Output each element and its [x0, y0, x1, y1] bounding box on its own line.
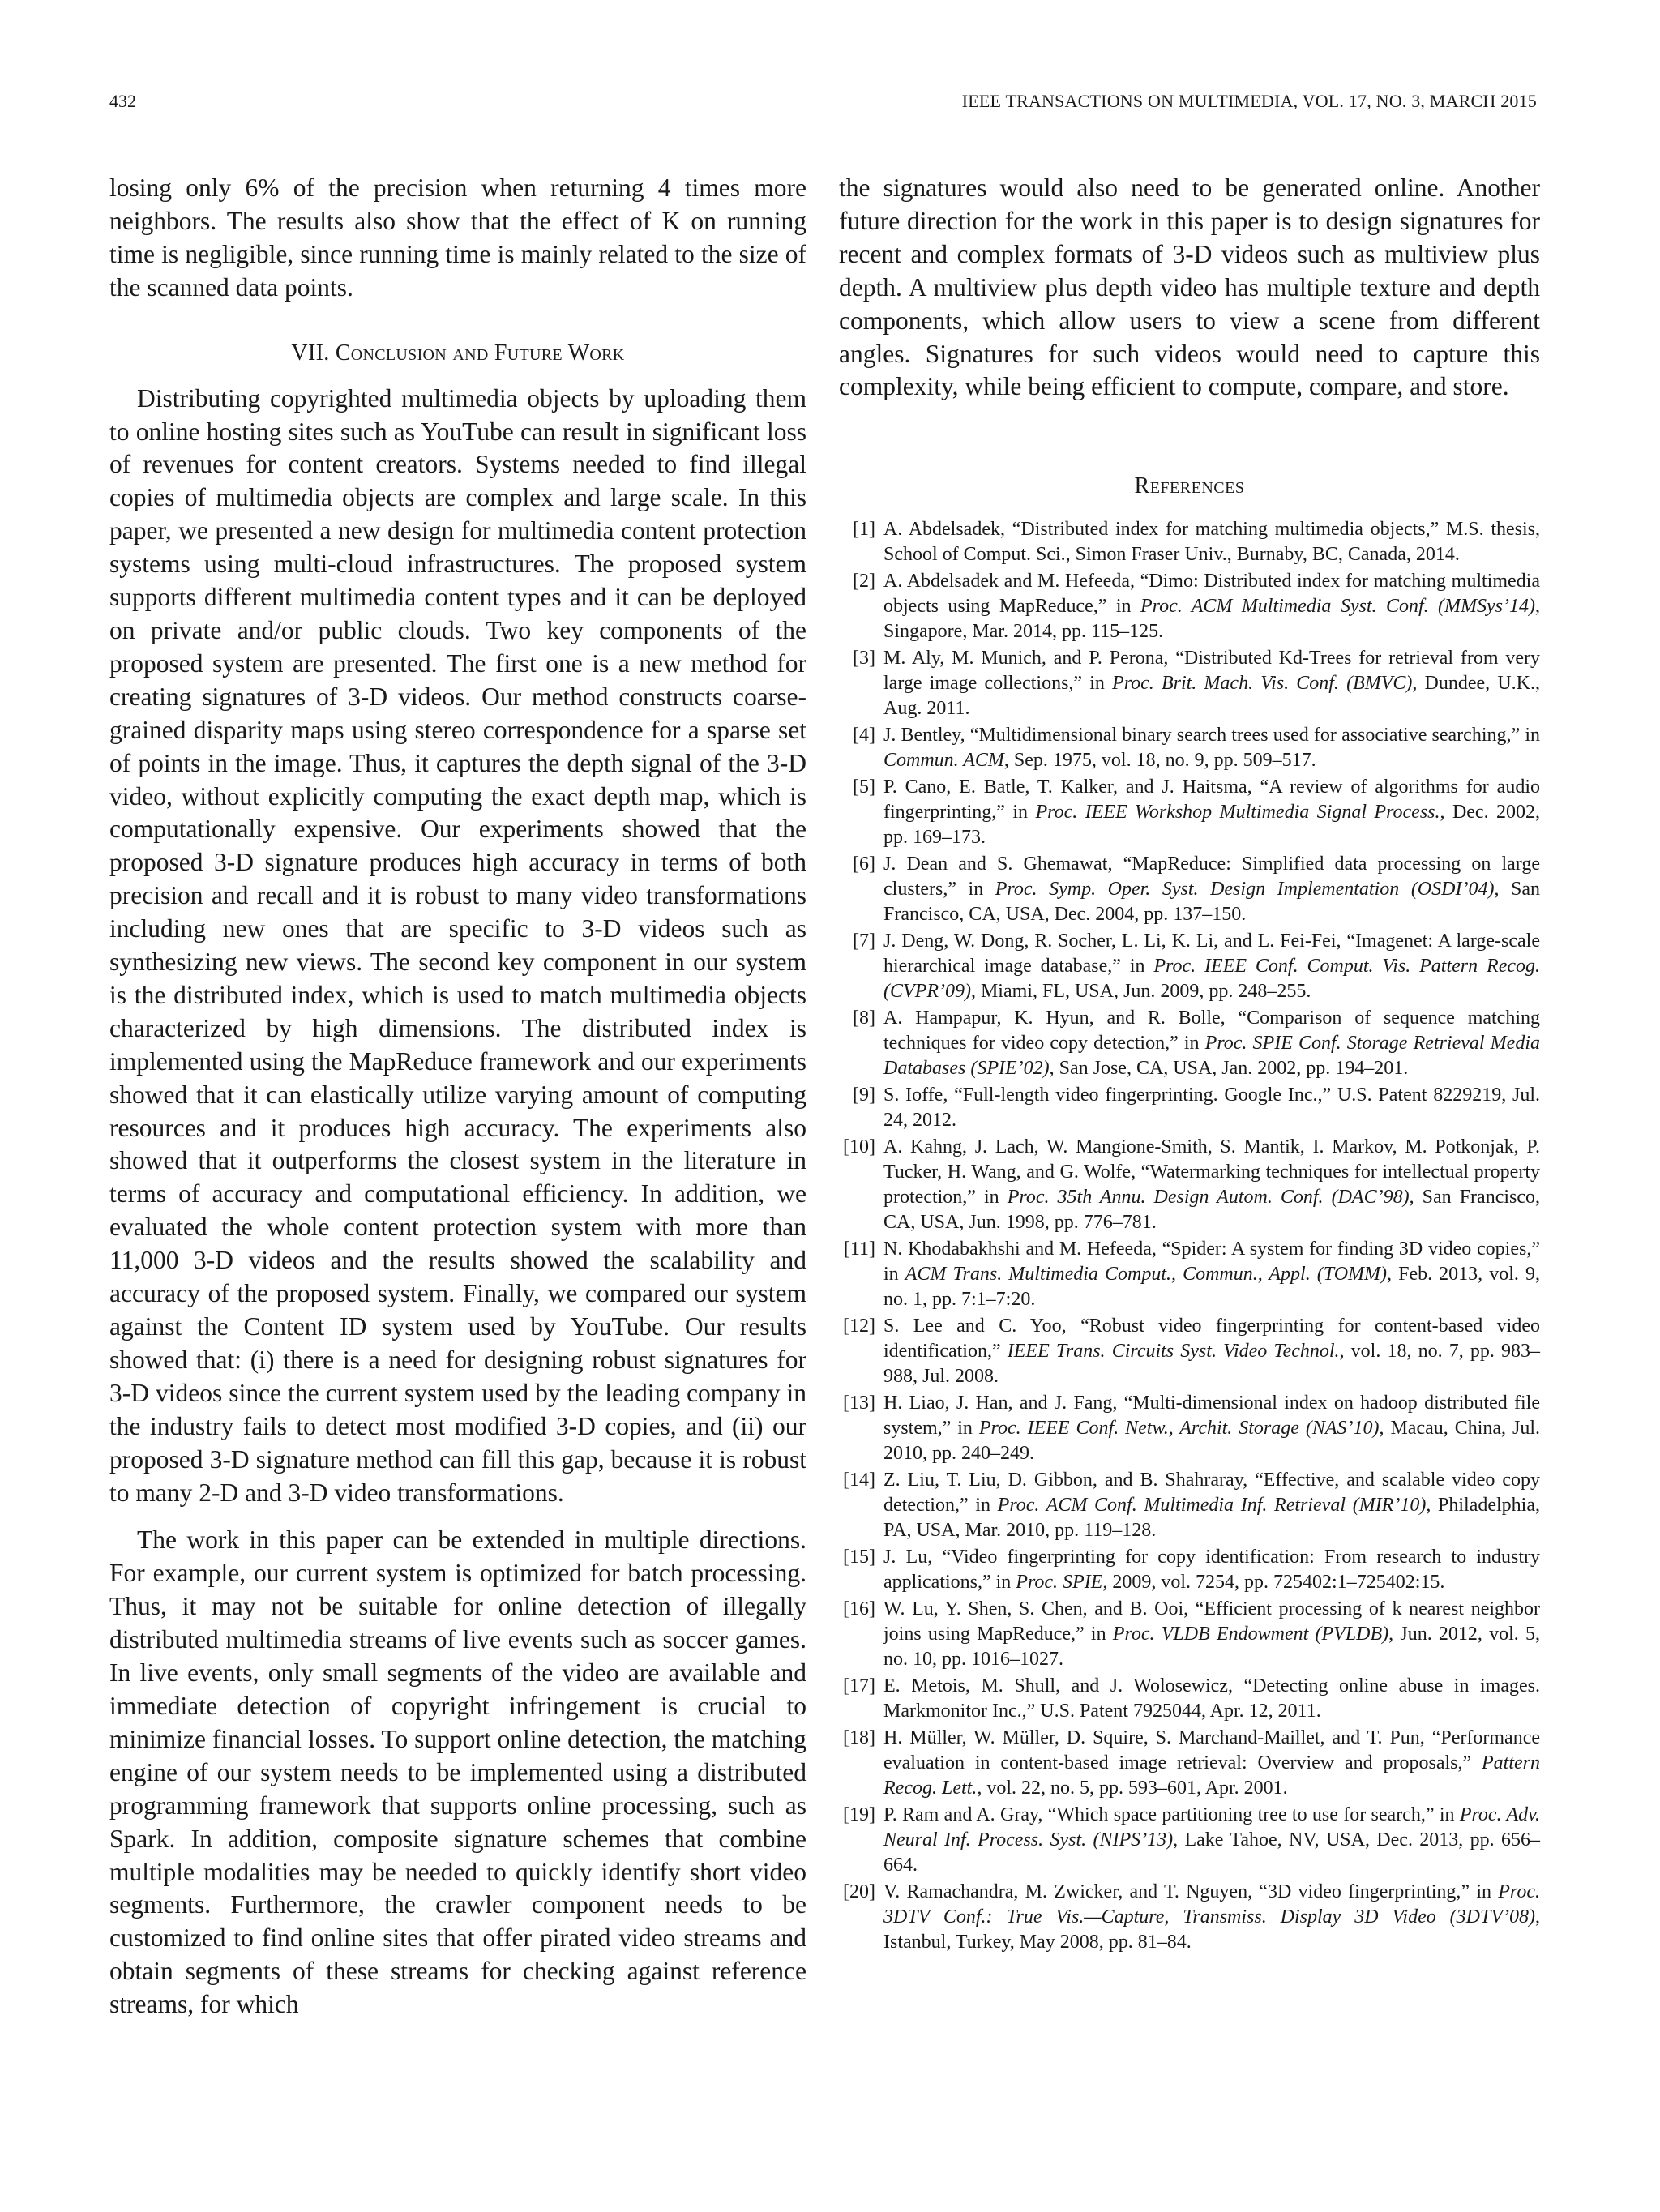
- reference-venue: Proc. VLDB Endowment (PVLDB): [1112, 1624, 1389, 1645]
- reference-item: [839, 1083, 1540, 1133]
- reference-details: , San Francisco, CA, USA, Jun. 1998, pp. 776–781.: [883, 1187, 1541, 1234]
- reference-number: [11]: [843, 1239, 875, 1260]
- reference-details: , Istanbul, Turkey, May 2008, pp. 81–84.: [883, 1906, 1540, 1953]
- reference-text: S. Lee and C. Yoo, “Robust video fingerprinting for content-based video identification,”: [883, 1316, 1540, 1363]
- reference-details: , Dundee, U.K., Aug. 2011.: [883, 673, 1540, 720]
- reference-venue: Commun. ACM: [883, 750, 1004, 772]
- reference-item: [839, 1468, 1540, 1543]
- reference-number: [16]: [843, 1598, 875, 1620]
- reference-venue: Proc. Adv. Neural Inf. Process. Syst. (NIPS’13): [883, 1804, 1540, 1851]
- section-heading: [109, 340, 806, 366]
- reference-venue: Proc. ACM Multimedia Syst. Conf. (MMSys’14): [1140, 596, 1535, 618]
- left-column: [109, 172, 806, 2022]
- page-number: 432: [109, 91, 136, 111]
- reference-number: [7]: [853, 931, 875, 952]
- reference-text: A. Abdelsadek, “Distributed index for matching multimedia objects,” M.S. thesis, School of Comput. Sci., Simon Fraser Univ., Burnaby, BC, Canada, 2014.: [883, 519, 1540, 566]
- reference-venue: Proc. SPIE: [1016, 1572, 1103, 1594]
- reference-number: [5]: [853, 777, 875, 798]
- reference-number: [9]: [853, 1085, 875, 1106]
- running-header: IEEE TRANSACTIONS ON MULTIMEDIA, VOL. 17, NO. 3, MARCH 2015: [961, 91, 1537, 111]
- reference-number: [8]: [853, 1008, 875, 1029]
- reference-text: E. Metois, M. Shull, and J. Wolosewicz, “Detecting online abuse in images. Markmonitor Inc.,” U.S. Patent 7925044, Apr. 12, 2011.: [883, 1675, 1540, 1722]
- reference-details: , vol. 22, no. 5, pp. 593–601, Apr. 2001.: [977, 1778, 1288, 1799]
- references-heading: References: [1134, 473, 1245, 499]
- reference-text: P. Cano, E. Batle, T. Kalker, and J. Haitsma, “A review of algorithms for audio fingerprinting,” in: [883, 777, 1540, 824]
- reference-venue: Proc. Brit. Mach. Vis. Conf. (BMVC): [1112, 673, 1413, 695]
- reference-text: J. Dean and S. Ghemawat, “MapReduce: Simplified data processing on large clusters,” in: [883, 854, 1540, 901]
- reference-item: [839, 1237, 1540, 1312]
- continuation-paragraph: the signatures would also need to be generated online. Another future direction for the work in this paper is to design signatures for recent and complex formats of 3-D videos such as multiview plus depth. A multiview plus depth video has multiple texture and depth components, which allow users to view a scene from different angles. Signatures for such videos would need to capture this complexity, while being efficient to compute, compare, and store.: [839, 173, 1540, 401]
- reference-details: , vol. 18, no. 7, pp. 983–988, Jul. 2008.: [883, 1341, 1541, 1388]
- reference-text: V. Ramachandra, M. Zwicker, and T. Nguyen, “3D video fingerprinting,” in: [883, 1881, 1499, 1903]
- reference-item: [839, 1803, 1540, 1878]
- conclusion-paragraph-1: Distributing copyrighted multimedia objects by uploading them to online hosting sites such as YouTube can result in significant loss of revenues for content creators. Systems needed to find illegal copies of multimedia objects are complex and large scale. In this paper, we presented a new design for multimedia content protection systems using multi-cloud infrastructures. The proposed system supports different multimedia content types and it can be deployed on private and/or public clouds. Two key components of the proposed system are presented. The first one is a new method for creating signatures of 3-D videos. Our method constructs coarse-grained disparity maps using stereo correspondence for a sparse set of points in the image. Thus, it captures the depth signal of the 3-D video, without explicitly computing the exact depth map, which is computationally expensive. Our experiments showed that the proposed 3-D signature produces high accuracy in terms of both precision and recall and it is robust to many video transformations including new ones that are specific to 3-D videos such as synthesizing new views. The second key component in our system is the distributed index, which is used to match multimedia objects characterized by high dimensions. The distributed index is implemented using the MapReduce framework and our experiments showed that it can elastically utilize varying amount of computing resources and it produces high accuracy. The experiments also showed that it outperforms the closest system in the literature in terms of accuracy and computational efficiency. In addition, we evaluated the whole content protection system with more than 11,000 3-D videos and the results showed the scalability and accuracy of the proposed system. Finally, we compared our system against the Content ID system used by YouTube. Our results showed that: (i) there is a need for designing robust signatures for 3-D videos since the current system used by the leading company in the industry fails to detect most modified 3-D copies, and (ii) our proposed 3-D signature method can fill this gap, because it is robust to many 2-D and 3-D video transformations.: [109, 383, 806, 1507]
- reference-number: [10]: [843, 1136, 875, 1158]
- reference-text: J. Lu, “Video fingerprinting for copy identification: From research to industry applications,” in: [883, 1547, 1540, 1594]
- intro-paragraph: losing only 6% of the precision when returning 4 times more neighbors. The results also show that the effect of K on running time is negligible, since running time is mainly related to the size of the scanned data points.: [109, 173, 806, 302]
- reference-text: N. Khodabakhshi and M. Hefeeda, “Spider: A system for finding 3D video copies,” in: [883, 1239, 1540, 1286]
- reference-details: , San Jose, CA, USA, Jan. 2002, pp. 194–201.: [1049, 1058, 1409, 1080]
- reference-details: , Dec. 2002, pp. 169–173.: [883, 802, 1540, 849]
- reference-venue: Proc. 35th Annu. Design Autom. Conf. (DAC’98): [1007, 1187, 1410, 1209]
- reference-number: [18]: [843, 1727, 875, 1749]
- reference-venue: Proc. ACM Conf. Multimedia Inf. Retrieval (MIR’10): [997, 1495, 1427, 1517]
- reference-number: [14]: [843, 1470, 875, 1491]
- reference-item: [839, 1674, 1540, 1724]
- reference-item: [839, 1597, 1540, 1672]
- reference-text: J. Bentley, “Multidimensional binary search trees used for associative searching,” in: [883, 725, 1540, 747]
- reference-text: A. Abdelsadek and M. Hefeeda, “Dimo: Distributed index for matching multimedia objects using MapReduce,” in: [883, 571, 1540, 618]
- reference-text: Z. Liu, T. Liu, D. Gibbon, and B. Shahraray, “Effective, and scalable video copy detection,” in: [883, 1470, 1540, 1517]
- reference-text: S. Ioffe, “Full-length video fingerprinting. Google Inc.,” U.S. Patent 8229219, Jul. 24, 2012.: [883, 1085, 1540, 1132]
- reference-details: , Singapore, Mar. 2014, pp. 115–125.: [883, 596, 1540, 643]
- reference-item: [839, 569, 1540, 644]
- reference-text: H. Liao, J. Han, and J. Fang, “Multi-dimensional index on hadoop distributed file system,” in: [883, 1393, 1540, 1440]
- reference-venue: Proc. Symp. Oper. Syst. Design Implementation (OSDI’04): [995, 879, 1495, 901]
- reference-details: , Sep. 1975, vol. 18, no. 9, pp. 509–517.: [1003, 750, 1316, 772]
- reference-details: , Jun. 2012, vol. 5, no. 10, pp. 1016–1027.: [883, 1624, 1540, 1671]
- reference-details: , San Francisco, CA, USA, Dec. 2004, pp. 137–150.: [883, 879, 1541, 926]
- reference-number: [3]: [853, 648, 875, 670]
- reference-venue: Proc. IEEE Workshop Multimedia Signal Process.: [1035, 802, 1440, 824]
- reference-details: , Miami, FL, USA, Jun. 2009, pp. 248–255.: [970, 981, 1311, 1003]
- reference-item: [839, 775, 1540, 850]
- section-number: VII.: [291, 340, 330, 366]
- reference-item: [839, 1006, 1540, 1081]
- reference-item: [839, 1545, 1540, 1595]
- reference-text: W. Lu, Y. Shen, S. Chen, and B. Ooi, “Efficient processing of k nearest neighbor joins using MapReduce,” in: [883, 1598, 1540, 1645]
- reference-venue: Proc. SPIE Conf. Storage Retrieval Media Databases (SPIE’02): [883, 1033, 1540, 1080]
- reference-number: [13]: [843, 1393, 875, 1414]
- reference-number: [19]: [843, 1804, 875, 1826]
- reference-details: , Philadelphia, PA, USA, Mar. 2010, pp. 119–128.: [883, 1495, 1540, 1542]
- reference-item: [839, 929, 1540, 1004]
- reference-item: [839, 1314, 1540, 1389]
- reference-number: [12]: [843, 1316, 875, 1337]
- conclusion-paragraph-2: The work in this paper can be extended in multiple directions. For example, our current system is optimized for batch processing. Thus, it may not be suitable for online detection of illegally distributed multimedia streams of live events such as soccer games. In live events, only small segments of the video are available and immediate detection of copyright infringement is crucial to minimize financial losses. To support online detection, the matching engine of our system needs to be implemented using a distributed programming framework that supports online processing, such as Spark. In addition, composite signature schemes that combine multiple modalities may be needed to quickly identify short video segments. Furthermore, the crawler component needs to be customized to find online sites that offer pirated video streams and obtain segments of these streams for checking against reference streams, for which: [109, 1525, 806, 2019]
- reference-item: [839, 1135, 1540, 1235]
- reference-text: H. Müller, W. Müller, D. Squire, S. Marchand-Maillet, and T. Pun, “Performance evaluation in content-based image retrieval: Overview and proposals,”: [883, 1727, 1540, 1774]
- reference-details: , Macau, China, Jul. 2010, pp. 240–249.: [883, 1418, 1540, 1465]
- reference-text: P. Ram and A. Gray, “Which space partitioning tree to use for search,” in: [883, 1804, 1460, 1826]
- reference-list: [839, 517, 1540, 1955]
- reference-number: [1]: [853, 519, 875, 541]
- reference-text: M. Aly, M. Munich, and P. Perona, “Distributed Kd-Trees for retrieval from very large image collections,” in: [883, 648, 1540, 695]
- reference-item: [839, 517, 1540, 567]
- reference-text: J. Deng, W. Dong, R. Socher, L. Li, K. Li, and L. Fei-Fei, “Imagenet: A large-scale hierarchical image database,” in: [883, 931, 1540, 978]
- reference-item: [839, 852, 1540, 927]
- reference-item: [839, 1726, 1540, 1801]
- reference-item: [839, 1880, 1540, 1955]
- reference-number: [6]: [853, 854, 875, 875]
- reference-venue: Proc. IEEE Conf. Netw., Archit. Storage (NAS’10): [978, 1418, 1380, 1440]
- reference-number: [17]: [843, 1675, 875, 1697]
- reference-venue: Proc. 3DTV Conf.: True Vis.—Capture, Transmiss. Display 3D Video (3DTV’08): [883, 1881, 1540, 1928]
- reference-number: [2]: [853, 571, 875, 593]
- reference-venue: Proc. IEEE Conf. Comput. Vis. Pattern Recog. (CVPR’09): [883, 956, 1540, 1003]
- reference-details: , 2009, vol. 7254, pp. 725402:1–725402:15.: [1102, 1572, 1445, 1594]
- reference-venue: IEEE Trans. Circuits Syst. Video Technol.: [1007, 1341, 1340, 1363]
- reference-details: , Lake Tahoe, NV, USA, Dec. 2013, pp. 656–664.: [883, 1829, 1541, 1876]
- reference-number: [15]: [843, 1547, 875, 1568]
- right-column: [839, 172, 1540, 1957]
- reference-text: A. Hampapur, K. Hyun, and R. Bolle, “Comparison of sequence matching techniques for video copy detection,” in: [883, 1008, 1540, 1055]
- reference-item: [839, 723, 1540, 773]
- reference-details: , Feb. 2013, vol. 9, no. 1, pp. 7:1–7:20.: [883, 1264, 1540, 1311]
- reference-venue: ACM Trans. Multimedia Comput., Commun., Appl. (TOMM): [905, 1264, 1388, 1286]
- reference-venue: Pattern Recog. Lett.: [883, 1752, 1540, 1799]
- section-title: Conclusion and Future Work: [335, 340, 625, 366]
- reference-text: A. Kahng, J. Lach, W. Mangione-Smith, S. Mantik, I. Markov, M. Potkonjak, P. Tucker, H. Wang, and G. Wolfe, “Watermarking techniques for intellectual property protection,” in: [883, 1136, 1540, 1209]
- reference-item: [839, 1391, 1540, 1466]
- reference-item: [839, 646, 1540, 721]
- reference-number: [20]: [843, 1881, 875, 1903]
- reference-number: [4]: [853, 725, 875, 747]
